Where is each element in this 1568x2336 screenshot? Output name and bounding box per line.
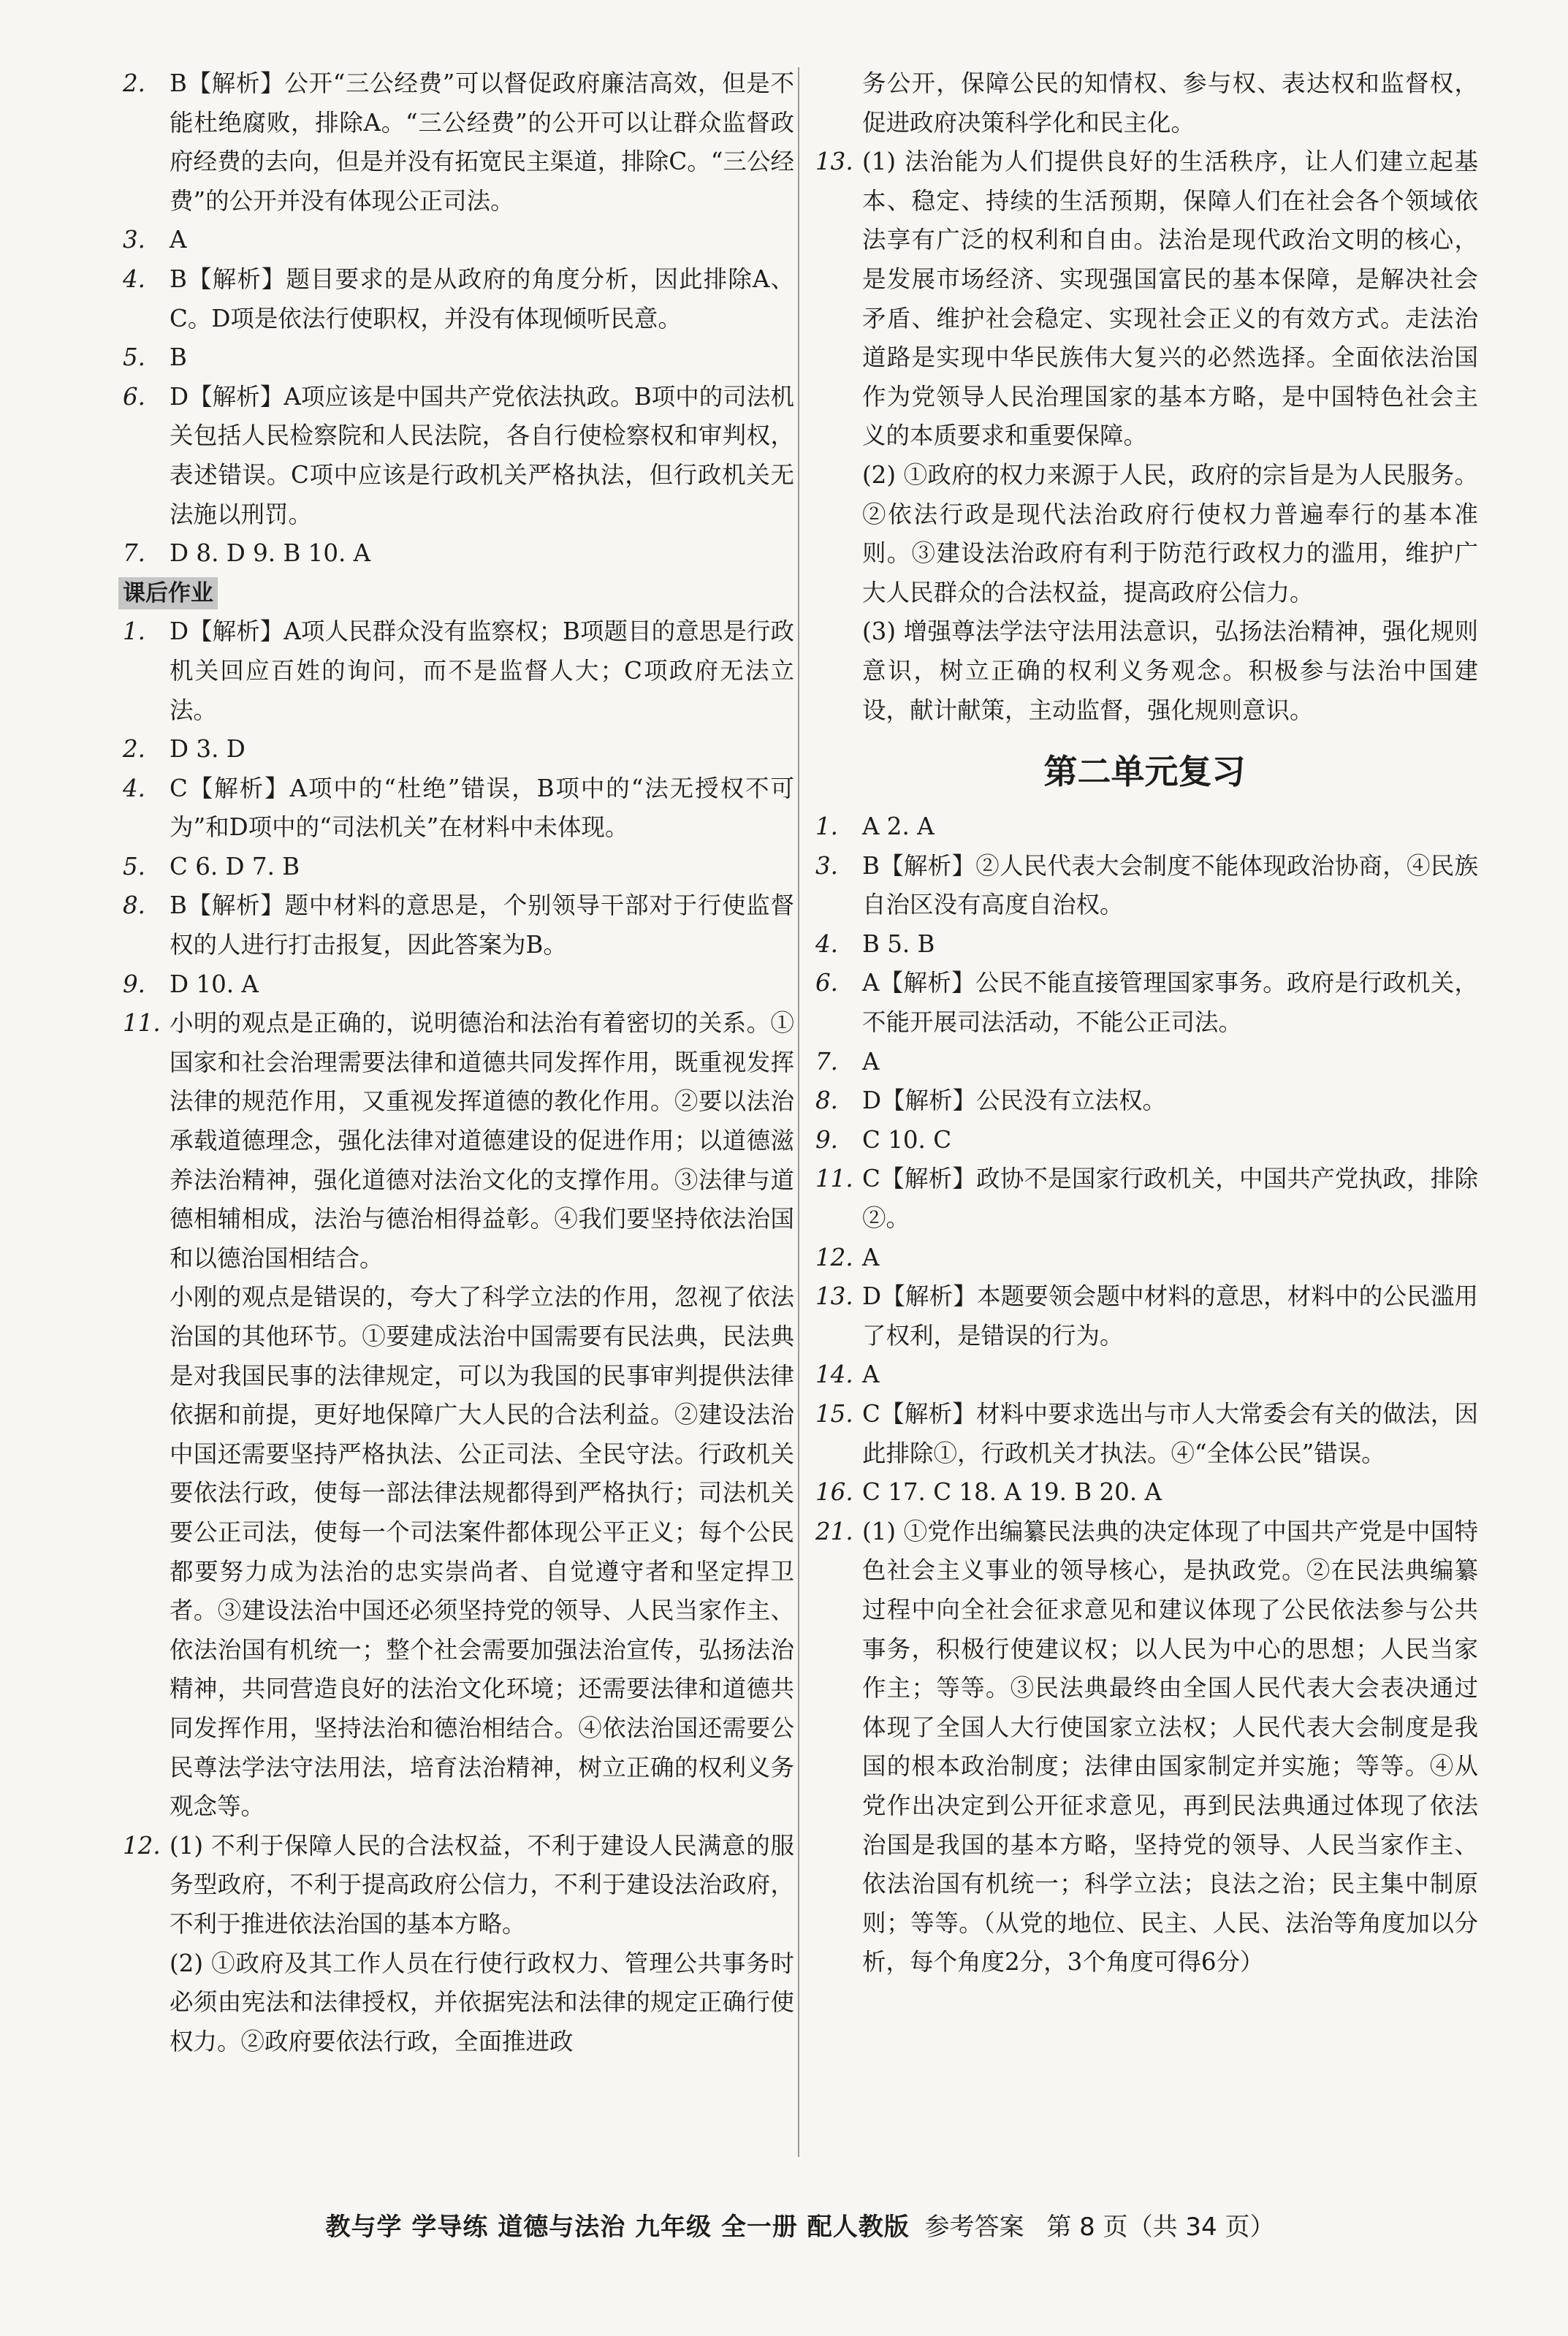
answer-text: A <box>862 1361 880 1389</box>
answer-item <box>118 534 794 574</box>
answer-item <box>118 730 794 769</box>
answer-text: B【解析】题目要求的是从政府的角度分析，因此排除A、C。D项是依法行使职权，并没有体现倾听民意。 <box>170 265 794 332</box>
answer-number: 12. <box>815 1243 853 1271</box>
answer-text: C 6. D 7. B <box>170 852 300 880</box>
answer-item <box>811 1160 1478 1238</box>
right-column <box>811 64 1478 1982</box>
answer-number: 6. <box>815 969 839 997</box>
answer-item <box>118 886 794 965</box>
answer-text: B <box>170 343 187 372</box>
answer-text: B【解析】公开“三公经费”可以督促政府廉洁高效，但是不能杜绝腐败，排除A。“三公经费”的公开可以让群众监督政府经费的去向，但是并没有拓宽民主渠道，排除C。“三公经费”的公开并没有体现公正司法。 <box>170 69 794 215</box>
answer-item <box>118 769 794 848</box>
answer-item <box>811 1513 1478 1982</box>
answer-item <box>811 1121 1478 1160</box>
section-tag-homework: 课后作业 <box>118 577 218 609</box>
answer-number: 11. <box>123 1009 161 1038</box>
answer-text: D 8. D 9. B 10. A <box>170 539 371 568</box>
answer-number: 13. <box>815 148 853 176</box>
answer-item <box>118 64 794 221</box>
answer-text: A <box>170 226 187 254</box>
answer-text: 小明的观点是正确的，说明德治和法治有着密切的关系。①国家和社会治理需要法律和道德共同发挥作用，既重视发挥法律的规范作用，又重视发挥道德的教化作用。②要以法治承载道德理念，强化法律对道德建设的促进作用；以道德滋养法治精神，强化道德对法治文化的支撑作用。③法律与道德相辅相成，法治与德治相得益彰。④我们要坚持依法治国和以德治国相结合。 <box>170 1009 794 1272</box>
answer-text: D【解析】A项应该是中国共产党依法执政。B项中的司法机关包括人民检察院和人民法院，各自行使检察权和审判权，表述错误。C项中应该是行政机关严格执法，但行政机关无法施以刑罚。 <box>170 382 794 528</box>
answer-text: (1) 法治能为人们提供良好的生活秩序，让人们建立起基本、稳定、持续的生活预期，保障人们在社会各个领域依法享有广泛的权利和自由。法治是现代政治文明的核心，是发展市场经济、实现强国富民的基本保障，是解决社会矛盾、维护社会稳定、实现社会正义的有效方式。走法治道路是实现中华民族伟大复兴的必然选择。全面依法治国作为党领导人民治理国家的基本方略，是中国特色社会主义的本质要求和重要保障。 <box>862 148 1478 450</box>
answer-number: 4. <box>123 774 146 802</box>
answer-number: 5. <box>123 852 146 880</box>
footer-page-number: 第 8 页（共 34 页） <box>1046 2213 1275 2242</box>
answer-item-12 <box>118 1827 794 1944</box>
answer-text: B【解析】②人民代表大会制度不能体现政治协商，④民族自治区没有高度自治权。 <box>862 851 1478 919</box>
answer-item <box>811 1395 1478 1473</box>
answer-text: A <box>862 1047 880 1076</box>
answer-item <box>118 612 794 730</box>
answer-text: C【解析】A项中的“杜绝”错误，B项中的“法无授权不可为”和D项中的“司法机关”在材料中未体现。 <box>170 774 794 842</box>
answer-item-13 <box>811 142 1478 456</box>
answer-number: 16. <box>815 1478 853 1507</box>
answer-text: (1) 不利于保障人民的合法权益，不利于建设人民满意的服务型政府，不利于提高政府公信力，不利于建设法治政府，不利于推进依法治国的基本方略。 <box>170 1831 794 1938</box>
answer-text: A 2. A <box>862 813 935 841</box>
left-column <box>118 64 794 2061</box>
answer-number: 12. <box>123 1831 161 1860</box>
answer-item <box>811 1081 1478 1121</box>
answer-number: 13. <box>815 1282 853 1311</box>
answer-item <box>118 1004 794 1278</box>
answer-text: B【解析】题中材料的意思是，个别领导干部对于行使监督权的人进行打击报复，因此答案为B。 <box>170 891 794 959</box>
answer-item <box>811 964 1478 1042</box>
page-footer <box>132 2207 1476 2242</box>
answer-number: 2. <box>123 69 146 97</box>
answer-item <box>811 925 1478 965</box>
answer-text: C 10. C <box>862 1125 952 1154</box>
answer-item <box>811 847 1478 925</box>
column-divider <box>798 67 799 2157</box>
answer-item <box>118 848 794 887</box>
answer-11-part2: 小刚的观点是错误的，夸大了科学立法的作用，忽视了依法治国的其他环节。①要建成法治中国需要有民法典，民法典是对我国民事的法律规定，可以为我国的民事审判提供法律依据和前提，更好地保障广大人民的合法利益。②建设法治中国还需要坚持严格执法、公正司法、全民守法。行政机关要依法行政，使每一部法律法规都得到严格执行；司法机关要公正司法，使每一个司法案件都体现公平正义；每个公民都要努力成为法治的忠实崇尚者、自觉遵守者和坚定捍卫者。③建设法治中国还必须坚持党的领导、人民当家作主、依法治国有机统一；整个社会需要加强法治宣传，弘扬法治精神，共同营造良好的法治文化环境；还需要法律和道德共同发挥作用，坚持法治和德治相结合。④依法治国还需要公民尊法学法守法用法，培育法治精神，树立正确的权利义务观念等。 <box>170 1283 794 1821</box>
answer-item <box>811 1355 1478 1395</box>
answer-text: A <box>862 1243 880 1271</box>
answer-number: 21. <box>815 1517 853 1545</box>
footer-label: 参考答案 <box>924 2213 1024 2242</box>
answer-text: D 3. D <box>170 735 246 764</box>
answer-number: 14. <box>815 1361 853 1389</box>
answer-text: D【解析】公民没有立法权。 <box>862 1087 1167 1115</box>
answer-12-part2: (2) ①政府及其工作人员在行使行政权力、管理公共事务时必须由宪法和法律授权，并依据宪法和法律的规定正确行使权力。②政府要依法行政，全面推进政 <box>170 1949 794 2055</box>
answer-12-continuation: 务公开，保障公民的知情权、参与权、表达权和监督权，促进政府决策科学化和民主化。 <box>862 69 1478 137</box>
answer-13-part2: (2) ①政府的权力来源于人民，政府的宗旨是为人民服务。②依法行政是现代法治政府行使权力普遍奉行的基本准则。③建设法治政府有利于防范行政权力的滥用，维护广大人民群众的合法权益，提高政府公信力。 <box>862 460 1478 606</box>
answer-text: C 17. C 18. A 19. B 20. A <box>862 1478 1162 1507</box>
unit-title: 第二单元复习 <box>1043 752 1246 792</box>
answer-number: 4. <box>815 929 839 958</box>
answer-text: D【解析】A项人民群众没有监察权；B项题目的意思是行政机关回应百姓的询问，而不是监督人大；C项政府无法立法。 <box>170 617 794 724</box>
answer-number: 2. <box>123 735 146 764</box>
answer-number: 9. <box>815 1125 839 1154</box>
answer-item <box>118 260 794 338</box>
answer-number: 1. <box>123 617 146 646</box>
answer-item <box>811 1043 1478 1082</box>
answer-text: (1) ①党作出编纂民法典的决定体现了中国共产党是中国特色社会主义事业的领导核心，是执政党。②在民法典编纂过程中向全社会征求意见和建议体现了公民依法参与公共事务，积极行使建议权；以人民为中心的思想；人民当家作主；等等。③民法典最终由全国人民代表大会表决通过体现了全国人大行使国家立法权；人民代表大会制度是我国的根本政治制度；法律由国家制定并实施；等等。④从党作出决定到公开征求意见，再到民法典通过体现了依法治国是我国的基本方略，坚持党的领导、人民当家作主、依法治国有机统一；科学立法；良法之治；民主集中制原则；等等。（从党的地位、民主、人民、法治等角度加以分析，每个角度2分，3个角度可得6分） <box>862 1517 1478 1977</box>
answer-text: B 5. B <box>862 929 935 958</box>
answer-number: 7. <box>815 1047 839 1076</box>
answer-number: 4. <box>123 265 146 293</box>
answer-item <box>811 807 1478 847</box>
answer-text: D【解析】本题要领会题中材料的意思，材料中的公民滥用了权利，是错误的行为。 <box>862 1282 1478 1350</box>
answer-text: A【解析】公民不能直接管理国家事务。政府是行政机关，不能开展司法活动，不能公正司法。 <box>862 969 1478 1037</box>
answer-item <box>811 1473 1478 1513</box>
answer-item <box>118 221 794 260</box>
answer-item <box>118 378 794 534</box>
answer-number: 3. <box>123 226 146 254</box>
answer-text: C【解析】政协不是国家行政机关，中国共产党执政，排除②。 <box>862 1165 1478 1233</box>
answer-number: 6. <box>123 382 146 411</box>
footer-brand: 教与学 学导练 道德与法治 九年级 全一册 配人教版 <box>325 2213 910 2242</box>
answer-item <box>811 1239 1478 1278</box>
answer-number: 11. <box>815 1165 853 1193</box>
answer-number: 8. <box>815 1087 839 1115</box>
answer-item <box>811 1277 1478 1355</box>
answer-item <box>118 338 794 378</box>
answer-number: 9. <box>123 970 146 998</box>
answer-number: 15. <box>815 1400 853 1428</box>
answer-text: C【解析】材料中要求选出与市人大常委会有关的做法，因此排除①，行政机关才执法。④“全体公民”错误。 <box>862 1400 1478 1467</box>
answer-text: D 10. A <box>170 970 259 998</box>
answer-number: 3. <box>815 851 839 880</box>
answer-item <box>118 965 794 1005</box>
answer-number: 5. <box>123 343 146 372</box>
answer-number: 7. <box>123 539 146 568</box>
answer-number: 1. <box>815 813 839 841</box>
answer-13-part3: (3) 增强尊法学法守法用法意识，弘扬法治精神，强化规则意识，树立正确的权利义务观念。积极参与法治中国建设，献计献策，主动监督，强化规则意识。 <box>862 617 1478 724</box>
answer-number: 8. <box>123 891 146 920</box>
